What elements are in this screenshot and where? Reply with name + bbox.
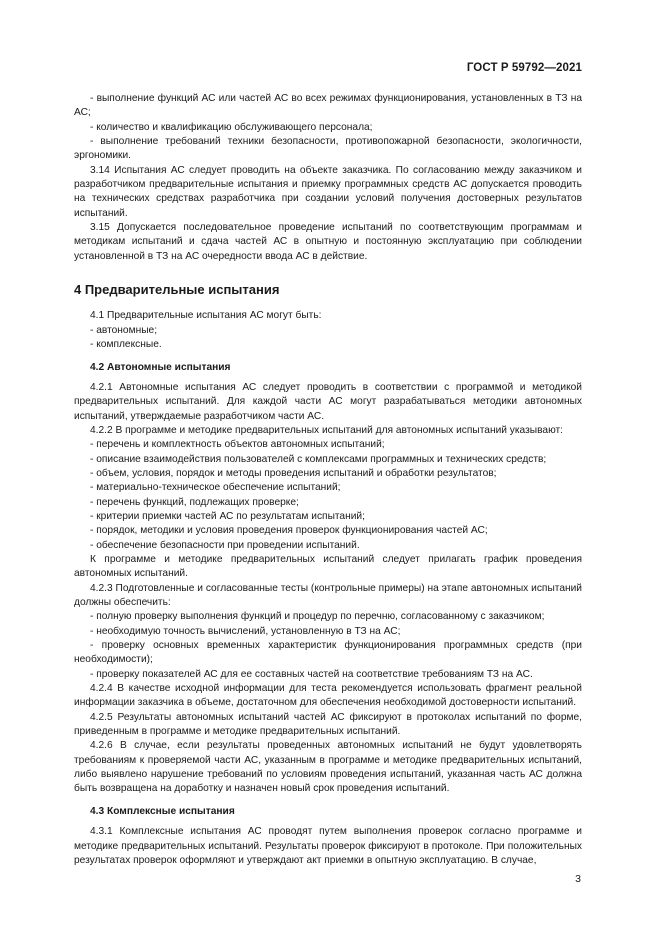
paragraph: - автономные; xyxy=(90,324,158,336)
paragraph: 3.14 Испытания АС следует проводить на объекте заказчика. По согласованию между заказчиком и разработчиком предварительные испытания и приемку программных средств АС допускается проводить на технических средствах разработчика при создании условий получения достоверных результатов испытаний. xyxy=(74,164,582,219)
paragraph: - необходимую точность вычислений, установленную в ТЗ на АС; xyxy=(90,625,401,637)
paragraph: - комплексные. xyxy=(90,339,162,351)
section-heading: 4 Предварительные испытания xyxy=(74,282,280,298)
subsection-heading: 4.3 Комплексные испытания xyxy=(90,805,235,817)
paragraph: - проверку показателей АС для ее составных частей на соответствие требованиям ТЗ на АС. xyxy=(90,668,533,680)
paragraph: - перечень и комплектность объектов автономных испытаний; xyxy=(90,439,385,451)
document-code-header: ГОСТ Р 59792—2021 xyxy=(466,62,582,74)
paragraph: 4.2.6 В случае, если результаты проведенных автономных испытаний не будут удовлетворять требованиям к проверяемой части АС, указанным в программе и методике предварительных испытаний, либо выявлено нарушение требований по условиям проведения испытаний, указанная часть АС должна быть возвращена на доработку и назначен новый срок проведения испытаний. xyxy=(74,740,582,795)
paragraph: 4.1 Предварительные испытания АС могут быть: xyxy=(90,310,322,322)
subsection-heading: 4.2 Автономные испытания xyxy=(90,361,231,373)
paragraph: 3.15 Допускается последовательное проведение испытаний по соответствующим программам и методикам испытаний и сдача частей АС в опытную и постоянную эксплуатацию при соблюдении установленной в ТЗ на АС очередности ввода АС в действие. xyxy=(74,222,582,262)
paragraph: 4.2.4 В качестве исходной информации для теста рекомендуется использовать фрагмент реальной информации заказчика в объеме, достаточном для обеспечения необходимой достоверности испытаний. xyxy=(74,683,582,709)
paragraph: К программе и методике предварительных испытаний следует прилагать график проведения автономных испытаний. xyxy=(74,553,582,580)
paragraph: 4.2.5 Результаты автономных испытаний частей АС фиксируют в протоколах испытаний по форме, приведенным в программе и методике предварительных испытаний. xyxy=(74,711,582,738)
paragraph: - выполнение требований техники безопасности, противопожарной безопасности, экологичности, эргономики. xyxy=(74,136,582,162)
paragraph: - количество и квалификацию обслуживающего персонала; xyxy=(90,121,373,133)
paragraph: - проверку основных временных характеристик функционирования программных средств (при необходимости); xyxy=(74,640,582,666)
paragraph: 4.3.1 Комплексные испытания АС проводят путем выполнения проверок согласно программе и методике предварительных испытаний. Результаты проверок фиксируют в протоколе. При положительных результатах проверок оформляют и утверждают акт приемки в опытную эксплуатацию. В случае, xyxy=(74,826,582,866)
page-number: 3 xyxy=(575,873,581,885)
paragraph: - выполнение функций АС или частей АС во всех режимах функционирования, установленных в ТЗ на АС; xyxy=(74,93,582,119)
document-body xyxy=(74,92,582,868)
paragraph: 4.2.2 В программе и методике предварительных испытаний для автономных испытаний указывают: xyxy=(90,424,563,436)
paragraph: - порядок, методики и условия проведения проверок функционирования частей АС; xyxy=(90,525,488,537)
paragraph: 4.2.3 Подготовленные и согласованные тесты (контрольные примеры) на этапе автономных испытаний должны обеспечить: xyxy=(74,582,582,608)
paragraph: 4.2.1 Автономные испытания АС следует проводить в соответствии с программой и методикой предварительных испытаний. Для каждой части АС могут разрабатываться методики автономных испытаний, утверждаемые разработчиком части АС. xyxy=(74,381,582,422)
paragraph: - полную проверку выполнения функций и процедур по перечню, согласованному с заказчиком; xyxy=(90,611,545,623)
paragraph: - критерии приемки частей АС по результатам испытаний; xyxy=(90,510,365,522)
paragraph: - описание взаимодействия пользователей с комплексами программных и технических средств; xyxy=(90,453,547,465)
paragraph: - материально-техническое обеспечение испытаний; xyxy=(90,482,341,494)
paragraph: - обеспечение безопасности при проведении испытаний. xyxy=(90,539,360,551)
paragraph: - объем, условия, порядок и методы проведения испытаний и обработки результатов; xyxy=(90,467,497,479)
paragraph: - перечень функций, подлежащих проверке; xyxy=(90,496,299,508)
